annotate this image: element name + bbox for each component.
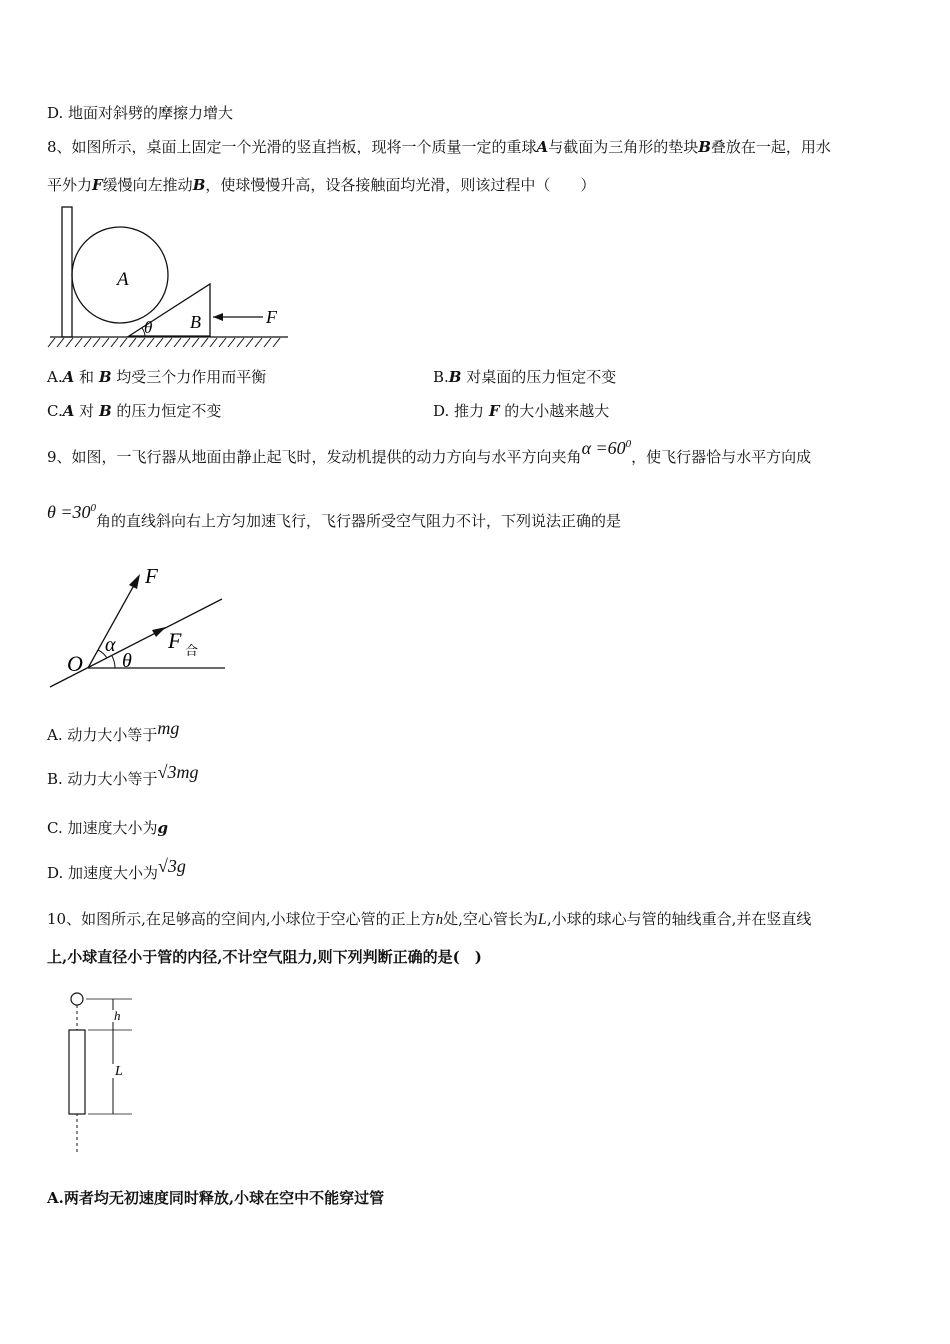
thrust-label: F bbox=[145, 564, 158, 588]
ball bbox=[71, 993, 83, 1005]
h-label: h bbox=[114, 1008, 121, 1023]
q7-option-d: D. 地面对斜劈的摩擦力增大 bbox=[47, 104, 234, 122]
hatch-mark bbox=[183, 338, 190, 347]
hatch-mark bbox=[138, 338, 145, 347]
hatch-mark bbox=[84, 338, 91, 347]
q8-option-b: B.B 对桌面的压力恒定不变 bbox=[433, 368, 617, 386]
hatch-mark bbox=[165, 338, 172, 347]
vertical-board bbox=[62, 207, 72, 337]
q9-option-a: A. 动力大小等于mg bbox=[47, 718, 180, 744]
q10-stem-line1: 10、如图所示,在足够高的空间内,小球位于空心管的正上方h处,空心管长为L,小球的球心与管的轴线重合,并在竖直线 bbox=[47, 910, 812, 928]
hatch-mark bbox=[120, 338, 127, 347]
q8-stem-line1: 8、如图所示，桌面上固定一个光滑的竖直挡板，现将一个质量一定的重球A与截面为三角形的垫块B叠放在一起，用水 bbox=[47, 138, 831, 156]
hatch-mark bbox=[102, 338, 109, 347]
hatch-mark bbox=[156, 338, 163, 347]
thrust-arrowhead bbox=[129, 574, 140, 589]
q9-option-d: D. 加速度大小为√3g bbox=[47, 856, 186, 882]
net-force-subscript: 合 bbox=[185, 643, 199, 658]
q8-figure bbox=[45, 205, 295, 355]
q9-stem-line1: 9、如图，一飞行器从地面由静止起飞时，发动机提供的动力方向与水平方向夹角$\alpha =60^0$，使飞行器恰与水平方向成 bbox=[47, 438, 812, 466]
hatch-mark bbox=[111, 338, 118, 347]
theta-label: θ bbox=[122, 650, 132, 672]
alpha-label: α bbox=[105, 634, 116, 656]
hatch-mark bbox=[246, 338, 253, 347]
q8-option-d: D. 推力 F 的大小越来越大 bbox=[433, 402, 610, 420]
ball-label: A bbox=[117, 269, 129, 290]
hatch-mark bbox=[219, 338, 226, 347]
theta-arc bbox=[112, 656, 115, 668]
hatch-mark bbox=[264, 338, 271, 347]
tube bbox=[69, 1030, 85, 1114]
hatch-mark bbox=[57, 338, 64, 347]
ground-hatch bbox=[48, 338, 280, 347]
block-label: B bbox=[190, 312, 201, 332]
L-label: L bbox=[115, 1064, 123, 1079]
hatch-mark bbox=[147, 338, 154, 347]
net-force-label: F bbox=[168, 628, 182, 653]
hatch-mark bbox=[237, 338, 244, 347]
q10-option-a: A.两者均无初速度同时释放,小球在空中不能穿过管 bbox=[47, 1189, 385, 1207]
force-arrowhead bbox=[213, 313, 223, 321]
q9-option-c: C. 加速度大小为g bbox=[47, 819, 168, 837]
q8-option-a: A.A 和 B 均受三个力作用而平衡 bbox=[47, 368, 267, 386]
q8-option-c: C.A 对 B 的压力恒定不变 bbox=[47, 402, 222, 420]
q10-figure bbox=[60, 990, 140, 1155]
origin-label: O bbox=[67, 651, 83, 676]
net-force-arrowhead bbox=[152, 627, 166, 637]
hatch-mark bbox=[228, 338, 235, 347]
hatch-mark bbox=[48, 338, 55, 347]
hatch-mark bbox=[255, 338, 262, 347]
force-label: F bbox=[266, 307, 277, 327]
hatch-mark bbox=[93, 338, 100, 347]
q9-stem-line2: $\theta =30^0$角的直线斜向右上方匀加速飞行，飞行器所受空气阻力不计，下列说法正确的是 bbox=[47, 502, 622, 530]
hatch-mark bbox=[210, 338, 217, 347]
q9-figure bbox=[45, 565, 235, 695]
hatch-mark bbox=[129, 338, 136, 347]
hatch-mark bbox=[273, 338, 280, 347]
q10-stem-line2: 上,小球直径小于管的内径,不计空气阻力,则下列判断正确的是( ) bbox=[47, 948, 482, 966]
hatch-mark bbox=[201, 338, 208, 347]
angle-label: θ bbox=[144, 318, 153, 337]
hatch-mark bbox=[66, 338, 73, 347]
hatch-mark bbox=[75, 338, 82, 347]
q8-stem-line2: 平外力F缓慢向左推动B，使球慢慢升高，设各接触面均光滑，则该过程中（ ） bbox=[47, 176, 596, 194]
q9-option-b: B. 动力大小等于√3mg bbox=[47, 762, 199, 788]
hatch-mark bbox=[174, 338, 181, 347]
hatch-mark bbox=[192, 338, 199, 347]
